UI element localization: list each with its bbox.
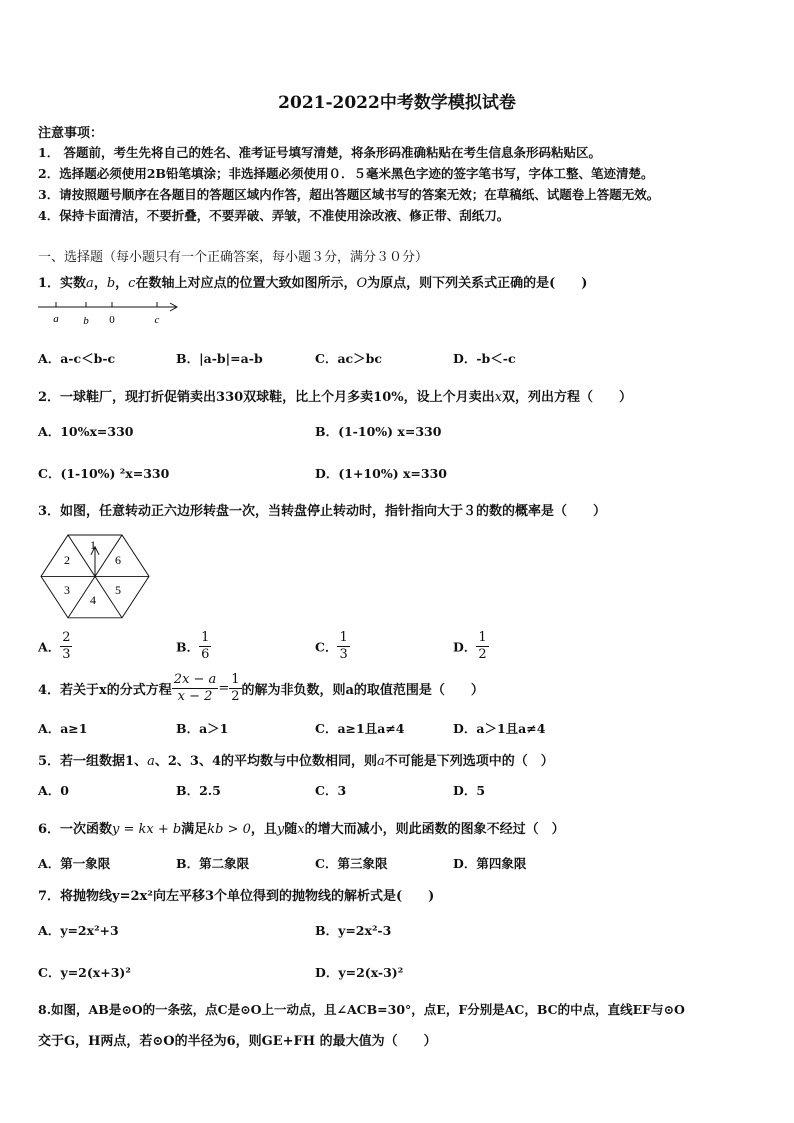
question-6-stem: 6．一次函数y = kx + b满足kb > 0，且y随x的增大而减小，则此函数的图象不经过（ ）: [38, 822, 565, 837]
q2-option-a: A．10%x=330: [38, 424, 134, 439]
question-7-stem: 7．将抛物线y=2x²向左平移3个单位得到的抛物线的解析式是( ): [38, 889, 435, 904]
q2-option-b: B．(1-10%) x=330: [315, 424, 442, 439]
spinner-number: 1: [90, 538, 96, 552]
q4-option-b: B．a＞1: [176, 721, 229, 736]
q7-option-a: A．y=2x²+3: [38, 923, 119, 938]
spinner-number: 6: [115, 553, 121, 567]
q6-option-b: B．第二象限: [176, 856, 250, 871]
question-5-stem: 5．若一组数据1、a、2、3、4的平均数与中位数相同，则a不可能是下列选项中的（ ）: [38, 754, 554, 769]
q6-option-a: A．第一象限: [38, 856, 111, 871]
q5-option-c: C．3: [315, 783, 347, 798]
question-8-stem-line1: 8.如图，AB是⊙O的一条弦，点C是⊙O上一动点，且∠ACB=30°，点E，F分别是AC，BC的中点，直线EF与⊙O: [38, 1002, 685, 1017]
page-title: 2021-2022中考数学模拟试卷: [278, 93, 516, 113]
axis-label-a: a: [53, 313, 59, 325]
q7-option-d: D．y=2(x-3)²: [315, 965, 404, 980]
note-item: 4．保持卡面清洁，不要折叠，不要弄破、弄皱，不准使用涂改液、修正带、刮纸刀。: [38, 208, 510, 223]
q4-option-a: A．a≥1: [38, 721, 88, 736]
q5-option-a: A．0: [38, 783, 69, 798]
q1-option-b: B．|a-b|=a-b: [176, 351, 263, 366]
q2-option-c: C．(1-10%) ²x=330: [38, 466, 170, 481]
axis-label-b: b: [83, 315, 89, 327]
spinner-number: 4: [90, 593, 96, 607]
q3-option-c: C． $\frac{1}{3}$: [315, 630, 348, 662]
q1-option-a: A．a-c＜b-c: [38, 351, 116, 366]
q7-option-b: B．y=2x²-3: [315, 923, 392, 938]
note-item: 2．选择题必须使用2B铅笔填涂；非选择题必须使用０．５毫米黑色字迹的签字笔书写，字体工整、笔迹清楚。: [38, 166, 654, 181]
question-3-stem: 3．如图，任意转动正六边形转盘一次，当转盘停止转动时，指针指向大于３的数的概率是（ ）: [38, 504, 607, 519]
question-1-stem: 1．实数a，b，c在数轴上对应点的位置大致如图所示，O为原点，则下列关系式正确的是( ): [38, 276, 588, 291]
spinner-number: 5: [115, 583, 121, 597]
q4-option-d: D．a＞1且a≠4: [453, 721, 546, 736]
spinner-number: 3: [64, 583, 70, 597]
q2-option-d: D．(1+10%) x=330: [315, 466, 447, 481]
axis-label-c: c: [154, 314, 160, 326]
note-item: 3．请按照题号顺序在各题目的答题区域内作答，超出答题区域书写的答案无效；在草稿纸、试题卷上答题无效。: [38, 187, 660, 202]
q3-option-d: D． $\frac{1}{2}$: [453, 630, 487, 662]
q6-option-c: C．第三象限: [315, 856, 388, 871]
question-4-stem: 4．若关于x的分式方程 $\frac{2x - a}{x - 2}$ = $\frac{1}{2}$ 的解为非负数，则a的取值范围是（ ）: [38, 672, 484, 704]
section-heading: 一、选择题（每小题只有一个正确答案，每小题３分，满分３０分）: [38, 250, 429, 265]
q1-option-c: C．ac＞bc: [315, 351, 383, 366]
q7-option-c: C．y=2(x+3)²: [38, 965, 131, 980]
question-8-stem-line2: 交于G，H两点，若⊙O的半径为6，则GE+FH 的最大值为（ ）: [38, 1034, 437, 1049]
q6-option-d: D．第四象限: [453, 856, 527, 871]
q4-option-c: C．a≥1且a≠4: [315, 721, 405, 736]
hexagon-spinner-figure: [38, 526, 152, 622]
q3-option-b: B． $\frac{1}{6}$: [176, 630, 210, 662]
note-item: 1． 答题前，考生先将自己的姓名、准考证号填写清楚，将条形码准确粘贴在考生信息条形码粘贴区。: [38, 145, 602, 160]
q5-option-b: B．2.5: [176, 783, 221, 798]
spinner-number: 2: [64, 553, 70, 567]
question-2-stem: 2．一球鞋厂，现打折促销卖出330双球鞋，比上个月多卖10%，设上个月卖出x双，列出方程（ ）: [38, 390, 632, 405]
axis-label-zero: 0: [109, 314, 115, 326]
q5-option-d: D．5: [453, 783, 486, 798]
q1-option-d: D．-b＜-c: [453, 351, 516, 366]
q3-option-a: A． $\frac{2}{3}$: [38, 630, 71, 662]
number-line-figure: [36, 297, 186, 329]
notes-heading: 注意事项：: [38, 126, 104, 141]
